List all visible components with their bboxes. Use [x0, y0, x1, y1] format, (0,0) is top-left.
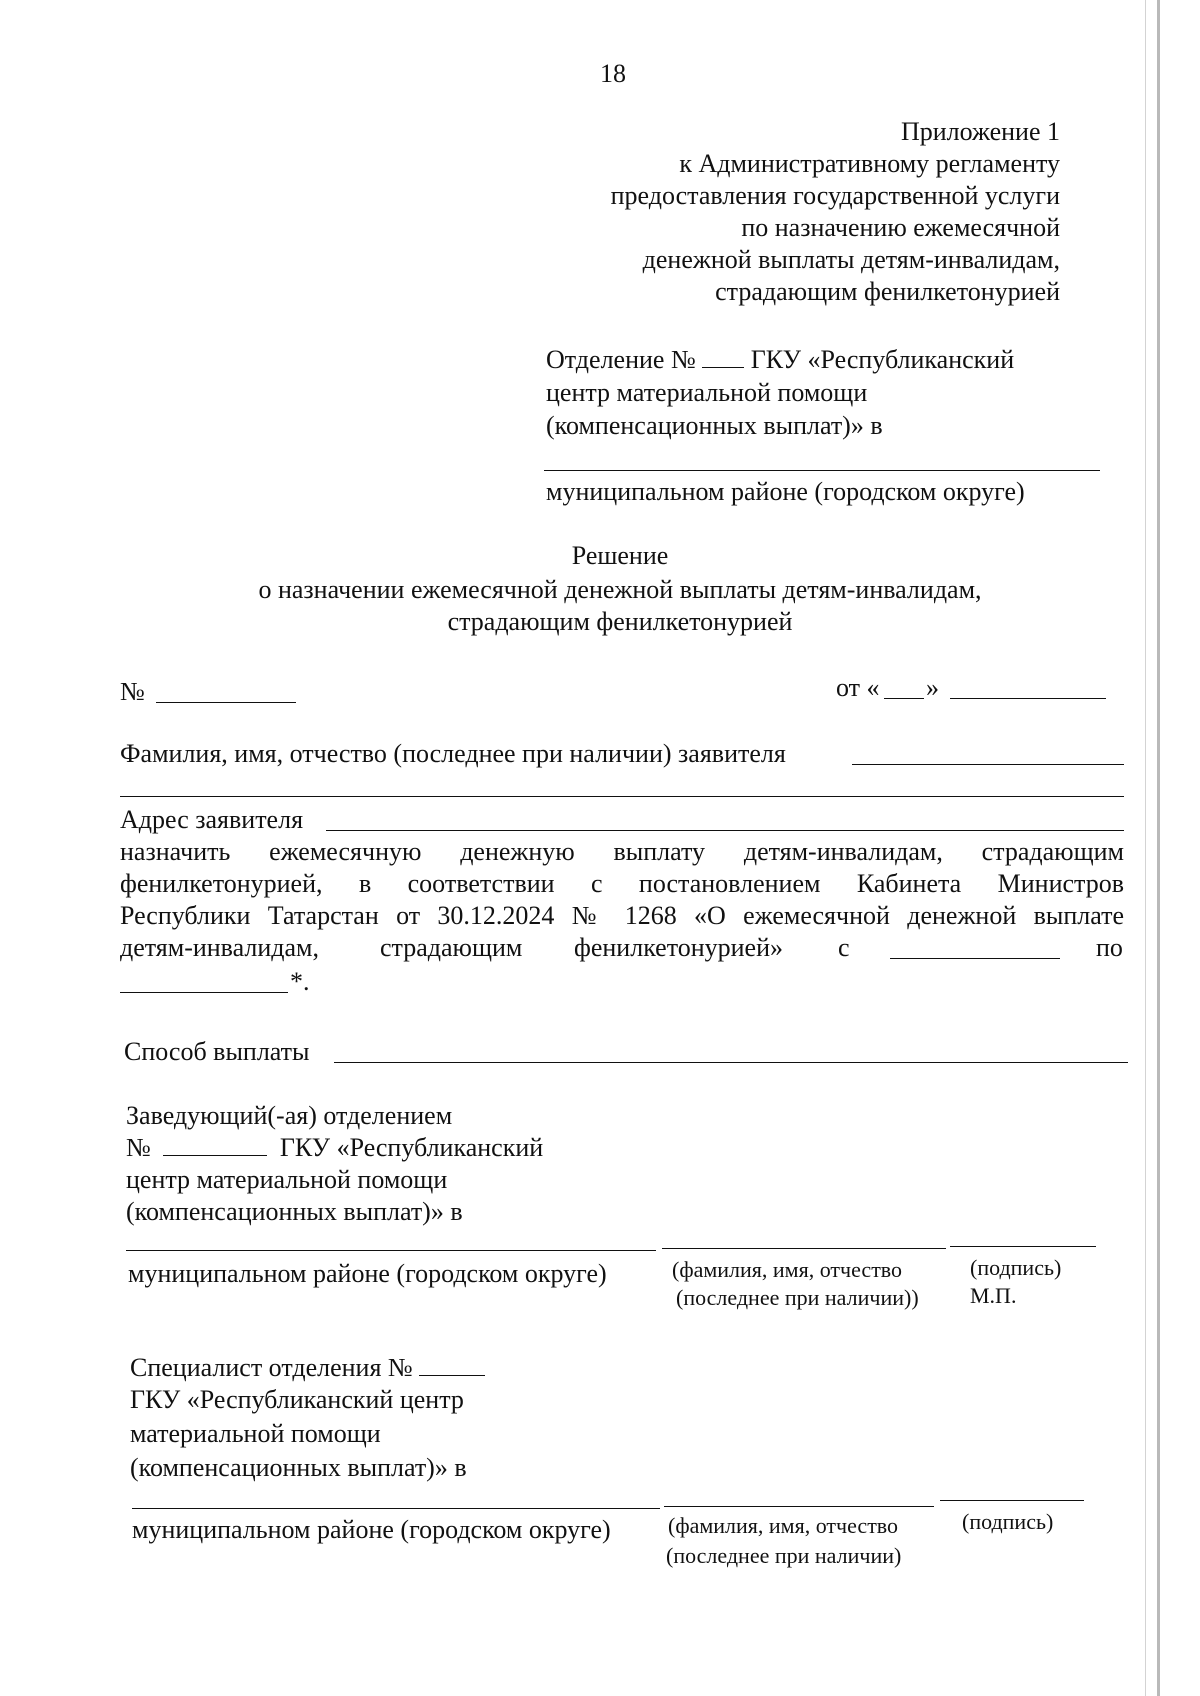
head-line-4: (компенсационных выплат)» в [126, 1197, 463, 1226]
period-start-field[interactable] [890, 958, 1060, 959]
specialist-fio-field[interactable] [664, 1506, 934, 1507]
applicant-name-field[interactable] [852, 764, 1124, 765]
body-line-4-e: по [1096, 933, 1123, 962]
appendix-line-6: страдающим фенилкетонурией [715, 277, 1060, 306]
appendix-line-1: Приложение 1 [900, 117, 1060, 146]
decision-date-month-year-field[interactable] [950, 698, 1106, 699]
body-line-4-b: страдающим [380, 933, 523, 962]
head-line-1: Заведующий(-ая) отделением [126, 1101, 453, 1130]
body-line-4-c: фенилкетонурией» [574, 933, 784, 962]
head-fio-caption-2: (последнее при наличии)) [676, 1285, 919, 1310]
body-line-5-suffix: *. [290, 967, 310, 996]
head-fio-caption-1: (фамилия, имя, отчество [672, 1257, 903, 1282]
district-field-line[interactable] [544, 470, 1100, 471]
specialist-line-1: Специалист отделения № [130, 1352, 485, 1384]
head-district-caption: муниципальном районе (городском округе) [128, 1259, 607, 1288]
decision-title-line-1: о назначении ежемесячной денежной выплаты детям-инвалидам, [258, 575, 982, 604]
applicant-name-field-continued[interactable] [120, 796, 1124, 797]
body-line-4-d: с [838, 933, 850, 962]
scan-edge-inner [1145, 0, 1146, 1696]
appendix-line-5: денежной выплаты детям-инвалидам, [642, 245, 1060, 274]
specialist-line-4: (компенсационных выплат)» в [130, 1453, 467, 1482]
specialist-district-caption: муниципальном районе (городском округе) [132, 1515, 611, 1544]
appendix-line-2: к Административному регламенту [679, 149, 1060, 178]
scan-edge [1157, 0, 1160, 1696]
decision-number-field[interactable] [156, 702, 296, 703]
head-line-2: № ГКУ «Республиканский [126, 1133, 544, 1162]
head-department-number-field[interactable] [163, 1133, 267, 1156]
applicant-address-label: Адрес заявителя [120, 805, 304, 834]
addressee-line-1: Отделение № ГКУ «Республиканский [546, 345, 1015, 374]
addressee-line-3: (компенсационных выплат)» в [546, 411, 883, 440]
decision-heading: Решение [571, 541, 669, 570]
decision-date-mid: » [926, 673, 939, 702]
applicant-address-field[interactable] [326, 830, 1124, 831]
body-line-1: назначить ежемесячную денежную выплату детям-инвалидам, страдающим [120, 837, 1124, 866]
decision-date-day-field[interactable] [884, 698, 924, 699]
decision-number-label: № [120, 677, 145, 706]
body-line-2: фенилкетонурией, в соответствии с постановлением Кабинета Министров [120, 869, 1124, 898]
head-district-field[interactable] [126, 1250, 656, 1251]
head-fio-field[interactable] [662, 1248, 946, 1249]
decision-date-prefix: от « [836, 673, 880, 702]
head-line-3: центр материальной помощи [126, 1165, 448, 1194]
decision-title-line-2: страдающим фенилкетонурией [447, 607, 793, 636]
head-sign-caption: (подпись) [970, 1255, 1062, 1280]
specialist-signature-field[interactable] [940, 1500, 1084, 1501]
body-line-4-a: детям-инвалидам, [120, 933, 319, 962]
page-number: 18 [600, 59, 626, 88]
specialist-district-field[interactable] [132, 1508, 660, 1509]
payment-method-label: Способ выплаты [124, 1037, 310, 1066]
specialist-fio-caption-1: (фамилия, имя, отчество [668, 1513, 899, 1538]
specialist-department-number-field[interactable] [419, 1353, 485, 1376]
specialist-fio-caption-2: (последнее при наличии) [666, 1543, 902, 1568]
applicant-name-label: Фамилия, имя, отчество (последнее при наличии) заявителя [120, 739, 786, 768]
period-end-field[interactable] [120, 992, 288, 993]
payment-method-field[interactable] [334, 1062, 1128, 1063]
stamp-caption: М.П. [970, 1283, 1017, 1308]
specialist-sign-caption: (подпись) [962, 1509, 1054, 1534]
addressee-line-2: центр материальной помощи [546, 378, 868, 407]
appendix-line-3: предоставления государственной услуги [610, 181, 1060, 210]
department-number-field[interactable] [702, 345, 744, 368]
specialist-line-3: материальной помощи [130, 1419, 381, 1448]
addressee-line-4: муниципальном районе (городском округе) [546, 477, 1025, 506]
head-signature-field[interactable] [950, 1246, 1096, 1247]
specialist-line-2: ГКУ «Республиканский центр [130, 1385, 464, 1414]
body-line-3: Республики Татарстан от 30.12.2024 № 1268 «О ежемесячной денежной выплате [120, 901, 1124, 930]
appendix-line-4: по назначению ежемесячной [741, 213, 1060, 242]
